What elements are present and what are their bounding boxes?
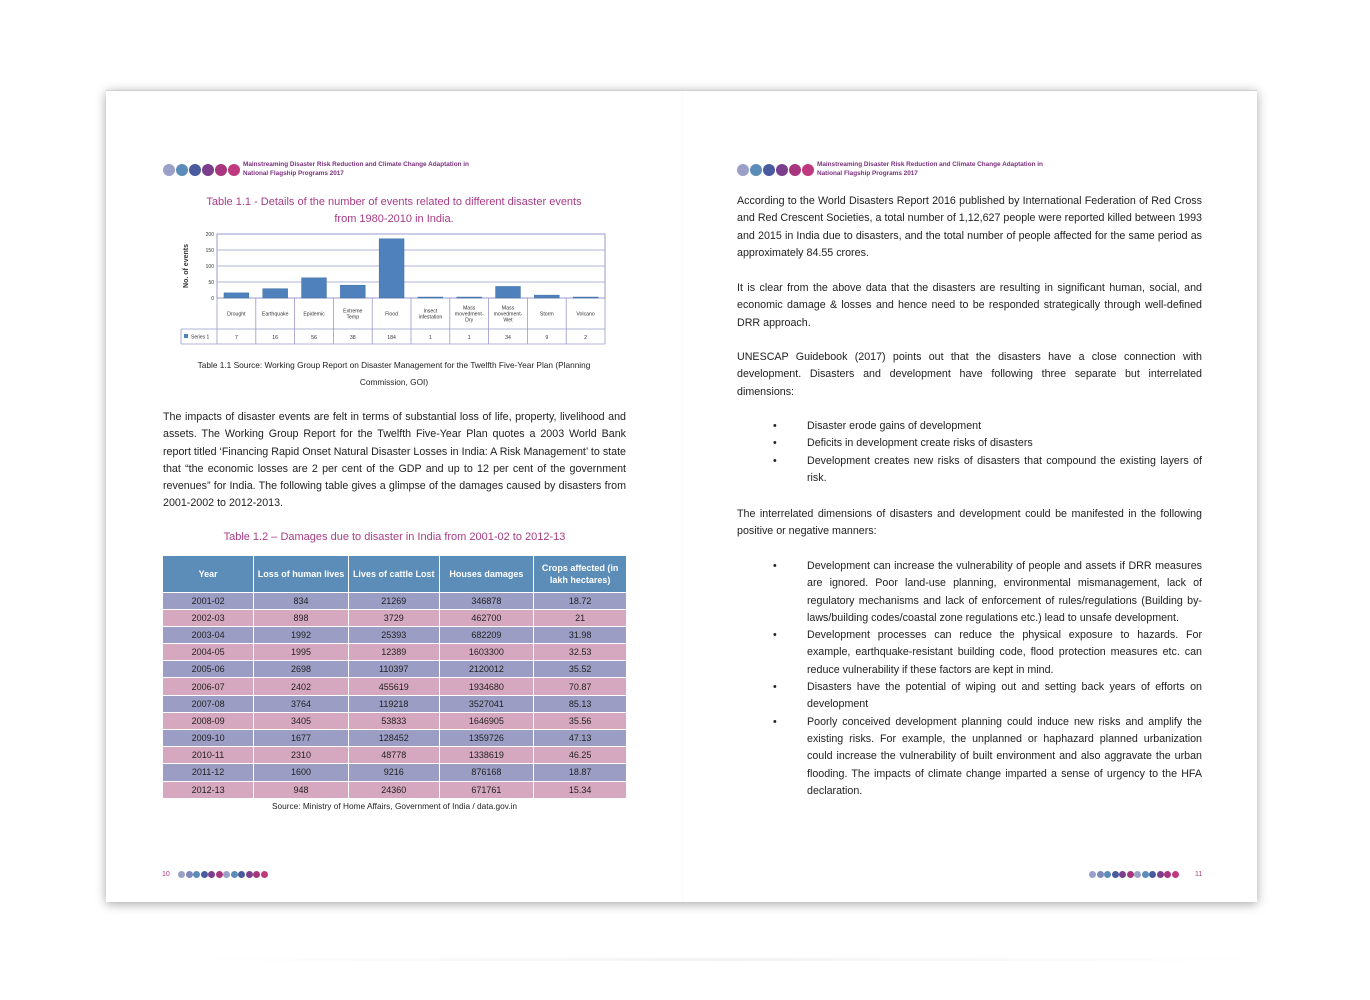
page-number-left: 10 [162, 871, 170, 878]
header-dot [189, 164, 201, 176]
header-dot [750, 164, 762, 176]
footer-dot [1172, 871, 1179, 878]
table-cell: 2009-10 [163, 730, 254, 747]
table-cell: 671761 [439, 781, 534, 798]
table-cell: 1338619 [439, 747, 534, 764]
bar [457, 297, 482, 298]
bullet-marker: • [773, 420, 777, 432]
table-row [163, 747, 627, 764]
table-cell: 2007-08 [163, 695, 254, 712]
table-cell: 898 [254, 609, 349, 626]
table-cell: 85.13 [534, 695, 627, 712]
table-row [163, 730, 627, 747]
bullet-marker: • [773, 437, 777, 450]
table-cell: 346878 [439, 592, 534, 609]
running-header-right [737, 161, 1043, 178]
book-spread [106, 90, 1257, 902]
table-cell: 46.25 [534, 747, 627, 764]
table-cell: 119218 [348, 695, 439, 712]
header-dot [176, 164, 188, 176]
category-label: Flood [385, 311, 399, 318]
table-cell: 876168 [439, 764, 534, 781]
y-tick-label: 100 [205, 264, 214, 270]
table-row [163, 661, 627, 678]
table-cell: 32.53 [534, 644, 627, 661]
bullet-item [773, 435, 1202, 452]
table-row [163, 781, 627, 798]
category-label: Epidemic [303, 311, 325, 318]
data-value: 2 [584, 335, 588, 341]
table-cell: 2120012 [439, 661, 534, 678]
y-tick-label: 50 [208, 280, 214, 286]
table2-caption: Table 1.2 – Damages due to disaster in India from 2001-02 to 2012-13 [223, 531, 566, 543]
table-row [163, 695, 627, 712]
table-row [163, 592, 627, 609]
footer-dot [178, 871, 185, 878]
table-row [163, 626, 627, 643]
table-cell: 948 [254, 781, 349, 798]
bullet-marker: • [773, 560, 777, 572]
footer-dot [201, 871, 208, 878]
header-line-1: Mainstreaming Disaster Risk Reduction and Climate Change Adaptation in [243, 161, 469, 168]
header-dot [802, 164, 814, 176]
category-label: Insect [423, 308, 438, 315]
header-dot [202, 164, 214, 176]
data-value: 9 [545, 335, 549, 341]
paragraph-interrelated: The interrelated dimensions of disasters and development could be manifested in the following positive or negative manners: [737, 508, 1202, 538]
header-line-1-right: Mainstreaming Disaster Risk Reduction and Climate Change Adaptation in [817, 161, 1043, 168]
legend-swatch [184, 334, 188, 338]
bullet-text: Development processes can reduce the physical exposure to hazards. For example, earthquake-resistant building code, flood protection measures etc. can reduce vulnerability if these factors are kept in mind. [807, 629, 1202, 676]
table-cell: 31.98 [534, 626, 627, 643]
table-header-cell: Year [163, 556, 254, 592]
table-cell: 1359726 [439, 730, 534, 747]
paragraph-clear-from-data: It is clear from the above data that the disasters are resulting in significant human, social, and economic damage & losses and hence need to be responded strategically through well-defined DRR approach. [737, 282, 1202, 329]
table-cell: 1600 [254, 764, 349, 781]
data-value: 7 [234, 335, 238, 341]
bullet-item [773, 418, 1202, 435]
bullet-item [773, 627, 1202, 679]
header-dots [163, 164, 240, 176]
header-dot [789, 164, 801, 176]
table-cell: 1646905 [439, 712, 534, 729]
data-value: 184 [387, 335, 396, 341]
footer-dot [261, 871, 268, 878]
table-row [163, 712, 627, 729]
table-cell: 2005-06 [163, 661, 254, 678]
bullet-text: Development can increase the vulnerability of people and assets if DRR measures are ignored. Poor land-use planning, environmental mismanagement, lack of regulatory mechanisms and lack of enforcement of rules/regulations (Building by-laws/building codes/coastal zone regulations etc.) lead to unsafe development. [807, 560, 1202, 624]
table-cell: 462700 [439, 609, 534, 626]
footer-dots-left [178, 871, 268, 878]
table1-source-line-2: Commission, GOI) [359, 377, 429, 387]
table-cell: 3527041 [439, 695, 534, 712]
table-cell: 3764 [254, 695, 349, 712]
category-label: Storm [539, 311, 554, 318]
footer-dot [1157, 871, 1164, 878]
paragraph-world-disasters-report: According to the World Disasters Report 2016 published by International Federation of Red Cross and Red Crescent Societies, a total number of 1,12,627 people were reported killed between 1993 and 2015 in India due to disasters, and the total number of people affected for the same period as approximately 84.55 crores. [737, 195, 1202, 259]
table-cell: 2010-11 [163, 747, 254, 764]
table-cell: 18.72 [534, 592, 627, 609]
table-cell: 15.34 [534, 781, 627, 798]
table-cell: 1603300 [439, 644, 534, 661]
y-tick-label: 0 [211, 296, 214, 302]
bullet-item [773, 453, 1202, 488]
table-cell: 1995 [254, 644, 349, 661]
table-cell: 12389 [348, 644, 439, 661]
table-cell: 682209 [439, 626, 534, 643]
data-value: 16 [272, 335, 279, 341]
table-cell: 21269 [348, 592, 439, 609]
header-text-right [817, 161, 1043, 178]
bar [340, 285, 365, 298]
table-cell: 35.56 [534, 712, 627, 729]
header-line-2: National Flagship Programs 2017 [243, 169, 344, 177]
footer-dot [1112, 871, 1119, 878]
bullet-text: Poorly conceived development planning could induce new risks and amplify the existing risks. For example, the unplanned or haphazard planned urbanization could increase the vulnerability of built environment and also aggravate the urban flooding. The impacts of climate change imparted a sense of urgency to the HFA declaration. [807, 715, 1202, 797]
y-axis-label: No. of events [183, 244, 190, 288]
category-label: Wet [503, 317, 513, 324]
table-cell: 2001-02 [163, 592, 254, 609]
bar [263, 289, 288, 298]
data-value: 38 [349, 335, 356, 341]
bar [496, 286, 521, 298]
table-cell: 2310 [254, 747, 349, 764]
bullet-text: Disasters have the potential of wiping out and setting back years of efforts on development [807, 681, 1202, 711]
footer-dot [1097, 871, 1104, 878]
table-cell: 2006-07 [163, 678, 254, 695]
table-row [163, 678, 627, 695]
table-cell: 455619 [348, 678, 439, 695]
bullet-marker: • [773, 629, 777, 642]
footer-dot [223, 871, 230, 878]
dimensions-bullet-list [773, 418, 1202, 487]
impacts-paragraph: The impacts of disaster events are felt in terms of substantial loss of life, property, livelihood and assets. The Working Group Report for the Twelfth Five-Year Plan quotes a 2003 World Bank report titled ‘Financing Rapid Onset Natural Disaster Losses in India: A Risk Management’ to state that “the economic losses are 2 per cent of the GDP and up to 12 per cent of the government revenues” for India. The following table gives a glimpse of the damages caused by disasters from 2001-2002 to 2012-2013. [163, 411, 626, 510]
footer-dot [1104, 871, 1111, 878]
bullet-text: Development creates new risks of disasters that compound the existing layers of risk. [807, 454, 1202, 484]
table-row [163, 644, 627, 661]
table-header-cell: Crops affected (in lakh hectares) [534, 556, 627, 592]
header-dots-right [737, 164, 814, 176]
table-header-cell: Houses damages [439, 556, 534, 592]
footer-dot [193, 871, 200, 878]
bar [379, 239, 404, 298]
table2-source: Source: Ministry of Home Affairs, Government of India / data.gov.in [271, 801, 518, 811]
bullet-marker: • [773, 715, 777, 728]
category-label: Temp [346, 314, 360, 321]
table-row [163, 609, 627, 626]
footer-dot [246, 871, 253, 878]
table-cell: 2012-13 [163, 781, 254, 798]
table1-caption [166, 194, 622, 228]
table-header-row [163, 556, 627, 592]
events-bar-chart [176, 231, 616, 347]
damages-table [163, 556, 627, 798]
table-cell: 70.87 [534, 678, 627, 695]
page-number-right: 11 [1195, 871, 1203, 878]
footer-dot [216, 871, 223, 878]
table-cell: 3729 [348, 609, 439, 626]
table-cell: 3405 [254, 712, 349, 729]
bar [573, 297, 598, 298]
bar [534, 295, 559, 298]
bullet-item [773, 679, 1202, 714]
table1-caption-line-1: Table 1.1 - Details of the number of events related to different disaster events [206, 196, 582, 208]
footer-dot [253, 871, 260, 878]
paragraph-unescap: UNESCAP Guidebook (2017) points out that the disasters have a close connection with development. Disasters and development have following three separate but interrelated dimensions: [737, 351, 1202, 398]
table-cell: 48778 [348, 747, 439, 764]
category-label: Extreme [343, 308, 363, 315]
table-header-cell: Loss of human lives [254, 556, 349, 592]
table-cell: 834 [254, 592, 349, 609]
footer-dot [208, 871, 215, 878]
floor-shadow [190, 958, 1260, 961]
category-label: movedment- [454, 311, 484, 318]
table-cell: 1992 [254, 626, 349, 643]
bullet-text: Disaster erode gains of development [807, 420, 982, 432]
header-dot [776, 164, 788, 176]
table-cell: 24360 [348, 781, 439, 798]
table-cell: 2004-05 [163, 644, 254, 661]
table-cell: 9216 [348, 764, 439, 781]
data-value: 56 [311, 335, 317, 341]
running-header [163, 161, 469, 178]
category-label: Volcano [576, 311, 595, 318]
bar [418, 297, 443, 298]
footer-dot [1149, 871, 1156, 878]
footer-dot [1164, 871, 1171, 878]
header-dot [737, 164, 749, 176]
footer-dot [1089, 871, 1096, 878]
data-value: 1 [428, 335, 432, 341]
category-label: Dry [465, 317, 474, 324]
table1-caption-line-2: from 1980-2010 in India. [334, 213, 454, 225]
footer-dots-right [1089, 871, 1179, 878]
header-line-2-right: National Flagship Programs 2017 [817, 169, 918, 177]
left-page [106, 91, 682, 902]
header-dot [763, 164, 775, 176]
bullet-item [773, 714, 1202, 800]
table-cell: 47.13 [534, 730, 627, 747]
footer-dot [1119, 871, 1126, 878]
data-value: 34 [505, 335, 511, 341]
table1-source [156, 357, 632, 391]
series-name: Series 1 [191, 334, 210, 341]
footer-dot [238, 871, 245, 878]
bullet-marker: • [773, 681, 777, 694]
table-cell: 35.52 [534, 661, 627, 678]
footer-dot [186, 871, 193, 878]
table-cell: 53833 [348, 712, 439, 729]
category-label: infestation [418, 314, 443, 321]
table-header-cell: Lives of cattle Lost [348, 556, 439, 592]
bullet-text: Deficits in development create risks of disasters [807, 437, 1033, 450]
footer-dot [1134, 871, 1141, 878]
table-cell: 18.87 [534, 764, 627, 781]
bar [302, 278, 327, 298]
table-cell: 1677 [254, 730, 349, 747]
category-label: Earthquake [261, 311, 289, 318]
bar [224, 293, 249, 298]
bullet-item [773, 558, 1202, 627]
category-label: Mass [501, 305, 515, 312]
header-dot [215, 164, 227, 176]
table-cell: 2011-12 [163, 764, 254, 781]
bullet-marker: • [773, 454, 777, 467]
header-dot [228, 164, 240, 176]
table-cell: 2698 [254, 661, 349, 678]
category-label: Drought [227, 311, 246, 318]
table-cell: 128452 [348, 730, 439, 747]
table1-source-line-1: Table 1.1 Source: Working Group Report on Disaster Management for the Twelfth Five-Year Plan (Planning [197, 360, 591, 370]
table-cell: 2002-03 [163, 609, 254, 626]
footer-dot [1127, 871, 1134, 878]
table-cell: 2008-09 [163, 712, 254, 729]
table-cell: 2402 [254, 678, 349, 695]
table-cell: 110397 [348, 661, 439, 678]
y-tick-label: 200 [205, 232, 214, 238]
table-row [163, 764, 627, 781]
table-cell: 1934680 [439, 678, 534, 695]
header-dot [163, 164, 175, 176]
y-tick-label: 150 [205, 248, 214, 254]
header-text [243, 161, 469, 178]
data-value: 1 [467, 335, 471, 341]
table-cell: 2003-04 [163, 626, 254, 643]
category-label: Mass [462, 305, 476, 312]
footer-dot [231, 871, 238, 878]
right-page [683, 91, 1257, 902]
manners-bullet-list [773, 558, 1202, 800]
footer-dot [1142, 871, 1149, 878]
category-label: movedment- [493, 311, 523, 318]
table-cell: 21 [534, 609, 627, 626]
table-cell: 25393 [348, 626, 439, 643]
